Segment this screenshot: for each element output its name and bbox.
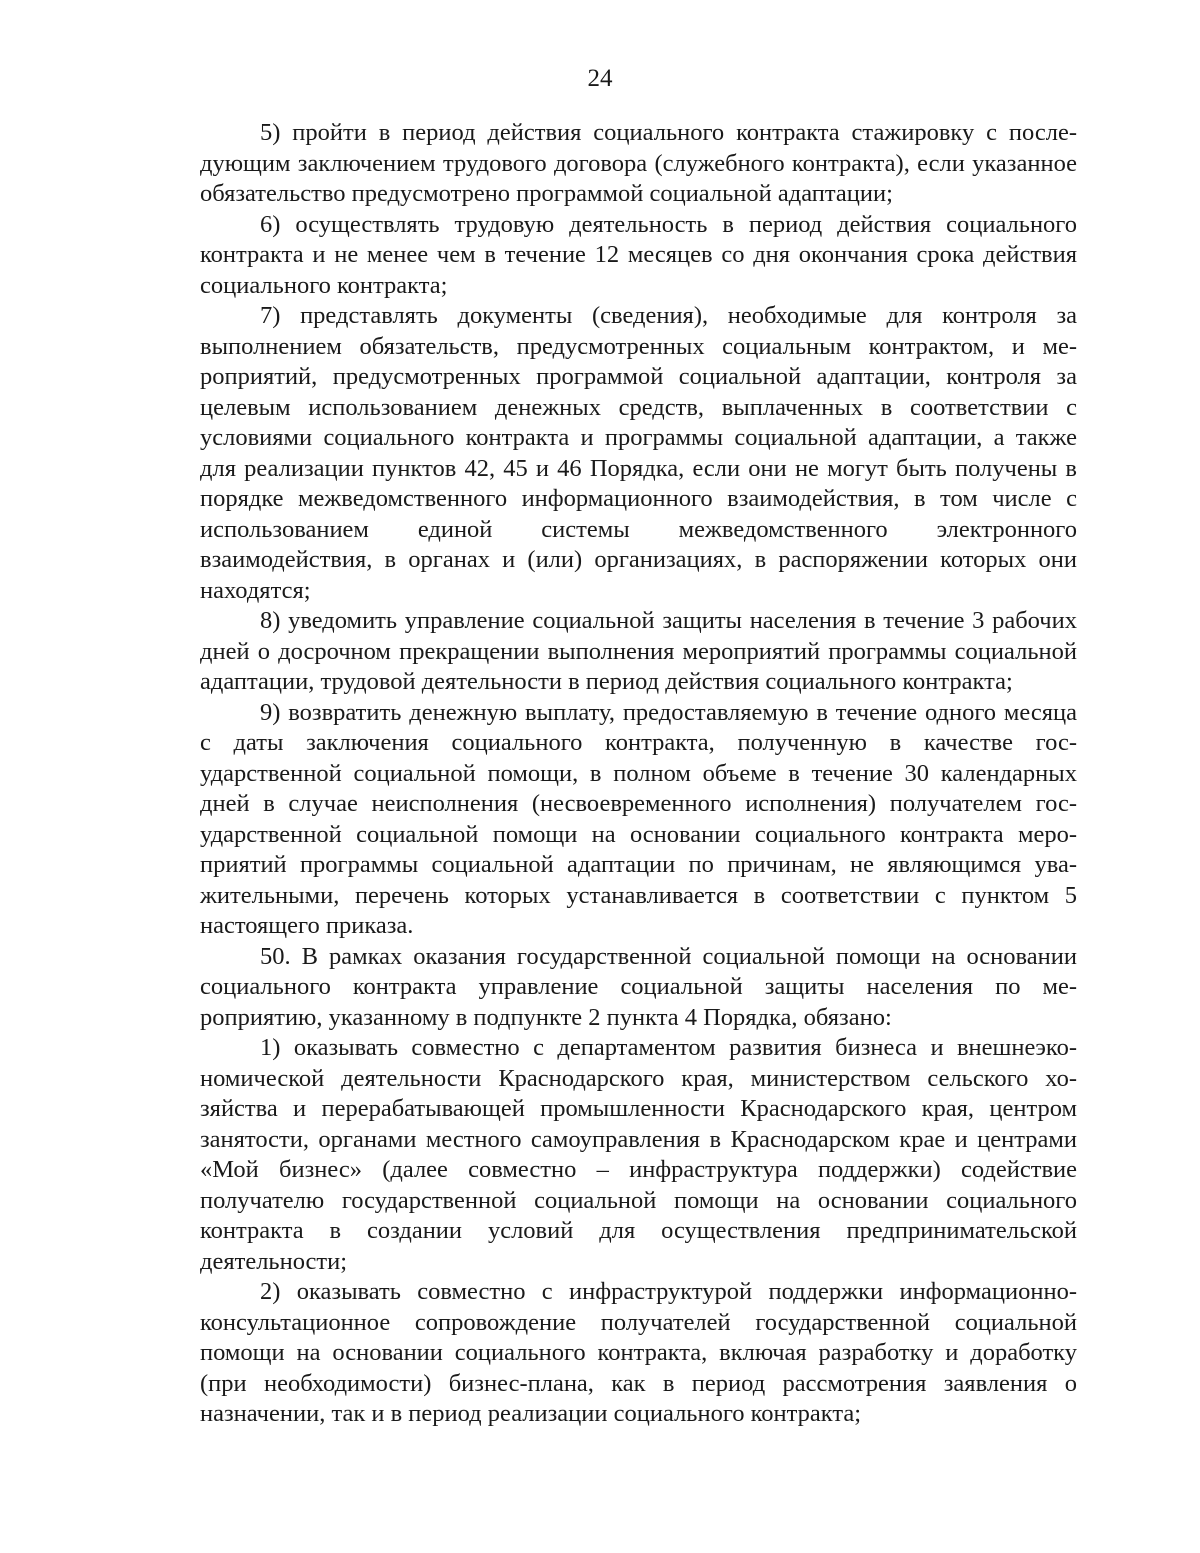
paragraph-clause-50-item-1: 1) оказывать совместно с департаментом развития бизнеса и внешнеэкономической деятельности Краснодарского края, министерством сельского хозяйства и перерабатывающей промышленности Краснодарского края, центром занятости, органами местного самоуправления в Краснодарском крае и центрами «Мой бизнес» (далее совместно – инфраструктура поддержки) содействие получателю государственной социальной помощи на основании социального контракта в создании условий для осуществления предпринимательской деятельности; [200,1034,1077,1275]
paragraph-item-8: 8) уведомить управление социальной защиты населения в течение 3 рабочих дней о досрочном прекращении выполнения мероприятий программы социальной адаптации, трудовой деятельности в период действия социального контракта; [200,607,1077,695]
paragraph-item-7: 7) представлять документы (сведения), необходимые для контроля за выполнением обязательств, предусмотренных социальным контрактом, и мероприятий, предусмотренных программой социальной адаптации, контроля за целевым использованием денежных средств, выплаченных в соответствии с условиями социального контракта и программы социальной адаптации, а также для реализации пунктов 42, 45 и 46 Порядка, если они не могут быть получены в порядке межведомственного информационного взаимодействия, в том числе с использованием единой системы межведомственного электронного взаимодействия, в органах и (или) организациях, в распоряжении которых они находятся; [200,302,1077,604]
paragraph-clause-50-item-2: 2) оказывать совместно с инфраструктурой поддержки информационно-консультационное сопровождение получателей государственной социальной помощи на основании социального контракта, включая разработку и доработку (при необходимости) бизнес-плана, как в период рассмотрения заявления о назначении, так и в период реализации социального контракта; [200,1278,1077,1427]
page-number: 24 [587,65,613,92]
paragraph-item-6: 6) осуществлять трудовую деятельность в период действия социального контракта и не менее чем в течение 12 месяцев со дня окончания срока действия социального контракта; [200,210,1077,299]
document-body [200,118,1077,1430]
paragraph-clause-50: 50. В рамках оказания государственной социальной помощи на основании социального контракта управление социальной защиты населения по мероприятию, указанному в подпункте 2 пункта 4 Порядка, обязано: [200,942,1077,1031]
paragraph-item-5: 5) пройти в период действия социального контракта стажировку с последующим заключением трудового договора (служебного контракта), если указанное обязательство предусмотрено программой социальной адаптации; [200,119,1077,207]
paragraph-item-9: 9) возвратить денежную выплату, предоставляемую в течение одного месяца с даты заключения социального контракта, полученную в качестве государственной социальной помощи, в полном объеме в течение 30 календарных дней в случае неисполнения (несвоевременного исполнения) получателем государственной социальной помощи на основании социального контракта мероприятий программы социальной адаптации по причинам, не являющимся уважительными, перечень которых устанавливается в соответствии с пунктом 5 настоящего приказа. [200,698,1077,939]
